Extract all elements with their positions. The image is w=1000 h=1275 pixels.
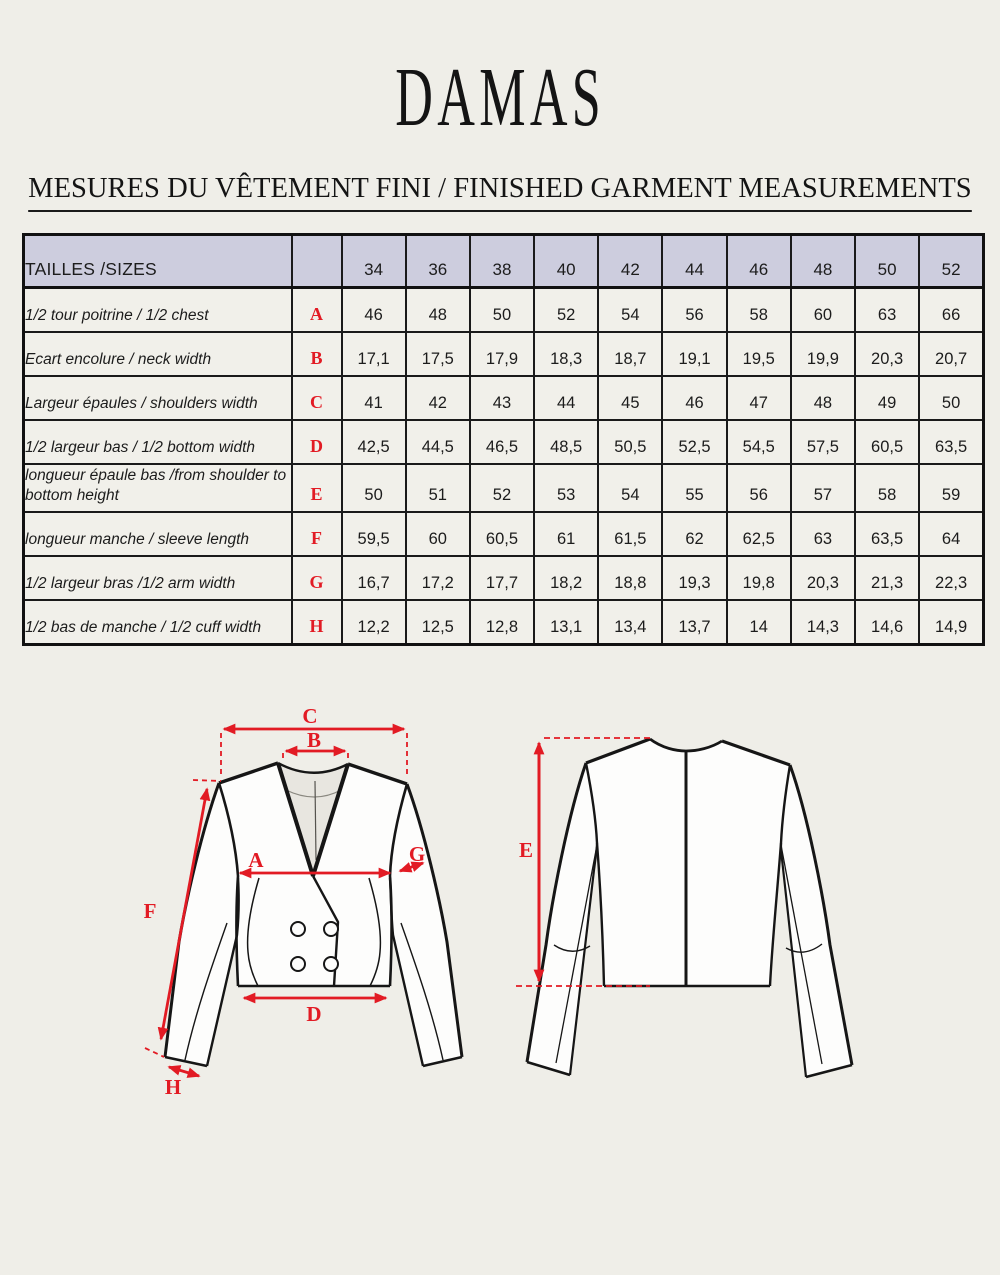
size-column-header: 48 [791, 235, 855, 288]
measurement-value: 60,5 [855, 420, 919, 464]
measurement-value: 19,9 [791, 332, 855, 376]
measurement-value: 63,5 [855, 512, 919, 556]
measurement-value: 60 [406, 512, 470, 556]
size-column-header: 42 [598, 235, 662, 288]
measurement-label: longueur épaule bas /from shoulder to bottom height [24, 464, 292, 512]
measurement-value: 50 [919, 376, 983, 420]
measurement-row [24, 332, 984, 376]
back-view-drawing [516, 738, 852, 1077]
measurements-heading [0, 172, 1000, 212]
measurement-value: 52 [534, 288, 598, 333]
measurement-value: 17,7 [470, 556, 534, 600]
size-header-row [24, 235, 984, 288]
measurement-value: 20,3 [791, 556, 855, 600]
measurement-value: 61 [534, 512, 598, 556]
measurement-value: 14,6 [855, 600, 919, 645]
measurement-label: 1/2 tour poitrine / 1/2 chest [24, 288, 292, 333]
measurement-value: 45 [598, 376, 662, 420]
measurement-value: 54 [598, 464, 662, 512]
measurement-value: 16,7 [342, 556, 406, 600]
measurement-value: 50 [470, 288, 534, 333]
measurement-letter: F [292, 512, 342, 556]
measurement-letter: B [292, 332, 342, 376]
dimension-label-a: A [248, 848, 264, 872]
dimension-label-f: F [143, 899, 157, 923]
measurement-value: 12,5 [406, 600, 470, 645]
measurements-heading-text: MESURES DU VÊTEMENT FINI / FINISHED GARMENT MEASUREMENTS [28, 172, 972, 212]
measurement-label: 1/2 largeur bras /1/2 arm width [24, 556, 292, 600]
size-table-body [24, 288, 984, 645]
measurement-value: 53 [534, 464, 598, 512]
measurement-value: 19,8 [727, 556, 791, 600]
measurement-value: 64 [919, 512, 983, 556]
measurement-value: 56 [727, 464, 791, 512]
measurement-value: 14 [727, 600, 791, 645]
measurement-value: 60 [791, 288, 855, 333]
measurement-value: 17,9 [470, 332, 534, 376]
measurement-row [24, 376, 984, 420]
measurement-value: 42 [406, 376, 470, 420]
front-right-sleeve [390, 784, 462, 1066]
measurement-value: 12,8 [470, 600, 534, 645]
size-column-header: 44 [662, 235, 726, 288]
measurement-letter: G [292, 556, 342, 600]
measurement-value: 49 [855, 376, 919, 420]
measurement-value: 18,3 [534, 332, 598, 376]
back-dimension-labels [519, 838, 533, 862]
measurement-value: 57 [791, 464, 855, 512]
measurement-value: 13,1 [534, 600, 598, 645]
dimension-label-b: B [306, 728, 322, 752]
measurement-value: 20,3 [855, 332, 919, 376]
size-column-header: 50 [855, 235, 919, 288]
measurement-value: 18,2 [534, 556, 598, 600]
dimension-label-d: D [306, 1002, 322, 1026]
measurement-value: 55 [662, 464, 726, 512]
measurement-value: 17,1 [342, 332, 406, 376]
measurement-row [24, 464, 984, 512]
measurement-label: 1/2 largeur bas / 1/2 bottom width [24, 420, 292, 464]
measurement-value: 52,5 [662, 420, 726, 464]
measurement-value: 12,2 [342, 600, 406, 645]
measurement-value: 19,5 [727, 332, 791, 376]
measurement-row [24, 420, 984, 464]
garment-diagram [0, 690, 1000, 1170]
measurement-value: 19,3 [662, 556, 726, 600]
measurement-value: 63 [855, 288, 919, 333]
measurement-value: 62,5 [727, 512, 791, 556]
measurement-value: 42,5 [342, 420, 406, 464]
measurement-value: 18,7 [598, 332, 662, 376]
size-column-header: 52 [919, 235, 983, 288]
measurement-value: 46,5 [470, 420, 534, 464]
size-column-header: 34 [342, 235, 406, 288]
measurement-value: 51 [406, 464, 470, 512]
front-view-drawing [144, 704, 462, 1099]
measurement-value: 18,8 [598, 556, 662, 600]
measurement-value: 61,5 [598, 512, 662, 556]
measurement-value: 14,9 [919, 600, 983, 645]
measurement-value: 59 [919, 464, 983, 512]
measurement-row [24, 556, 984, 600]
size-table-header [24, 235, 984, 288]
measurement-label: Largeur épaules / shoulders width [24, 376, 292, 420]
back-body [586, 739, 790, 986]
measurement-value: 62 [662, 512, 726, 556]
measurement-letter: C [292, 376, 342, 420]
dimension-label-e: E [518, 838, 534, 862]
measurement-value: 63,5 [919, 420, 983, 464]
measurement-label: 1/2 bas de manche / 1/2 cuff width [24, 600, 292, 645]
measurement-value: 60,5 [470, 512, 534, 556]
measurement-value: 58 [855, 464, 919, 512]
measurement-value: 14,3 [791, 600, 855, 645]
measurement-row [24, 288, 984, 333]
measurement-value: 21,3 [855, 556, 919, 600]
measurement-letter: D [292, 420, 342, 464]
measurement-value: 41 [342, 376, 406, 420]
measurement-value: 66 [919, 288, 983, 333]
measurement-value: 46 [662, 376, 726, 420]
letter-column-header [292, 235, 342, 288]
measurement-value: 48 [791, 376, 855, 420]
measurement-value: 43 [470, 376, 534, 420]
size-column-header: 38 [470, 235, 534, 288]
measurement-value: 46 [342, 288, 406, 333]
brand-title [0, 51, 1000, 144]
brand-title-text: DAMAS [395, 51, 605, 144]
back-right-sleeve [781, 765, 852, 1077]
size-table [22, 233, 985, 646]
dimension-label-h: H [164, 1075, 182, 1099]
measurement-value: 48,5 [534, 420, 598, 464]
corner-label: TAILLES /SIZES [24, 235, 292, 288]
measurement-letter: E [292, 464, 342, 512]
measurement-label: Ecart encolure / neck width [24, 332, 292, 376]
measurement-value: 59,5 [342, 512, 406, 556]
measurement-letter: H [292, 600, 342, 645]
size-column-header: 46 [727, 235, 791, 288]
measurement-label: longueur manche / sleeve length [24, 512, 292, 556]
measurement-value: 50,5 [598, 420, 662, 464]
measurement-value: 47 [727, 376, 791, 420]
measurement-value: 20,7 [919, 332, 983, 376]
measurement-value: 48 [406, 288, 470, 333]
measurement-value: 44 [534, 376, 598, 420]
measurement-value: 54 [598, 288, 662, 333]
measurement-value: 13,4 [598, 600, 662, 645]
measurement-value: 52 [470, 464, 534, 512]
measurement-letter: A [292, 288, 342, 333]
measurement-row [24, 600, 984, 645]
measurement-value: 58 [727, 288, 791, 333]
measurement-row [24, 512, 984, 556]
measurement-value: 17,2 [406, 556, 470, 600]
measurement-value: 56 [662, 288, 726, 333]
front-left-sleeve [165, 783, 239, 1066]
measurement-value: 54,5 [727, 420, 791, 464]
measurement-value: 57,5 [791, 420, 855, 464]
measurement-value: 22,3 [919, 556, 983, 600]
dimension-label-g: G [408, 842, 426, 866]
size-column-header: 40 [534, 235, 598, 288]
measurement-value: 50 [342, 464, 406, 512]
measurement-value: 19,1 [662, 332, 726, 376]
measurement-value: 13,7 [662, 600, 726, 645]
measurement-value: 63 [791, 512, 855, 556]
dimension-label-c: C [302, 704, 318, 728]
measurement-value: 44,5 [406, 420, 470, 464]
measurement-value: 17,5 [406, 332, 470, 376]
size-column-header: 36 [406, 235, 470, 288]
